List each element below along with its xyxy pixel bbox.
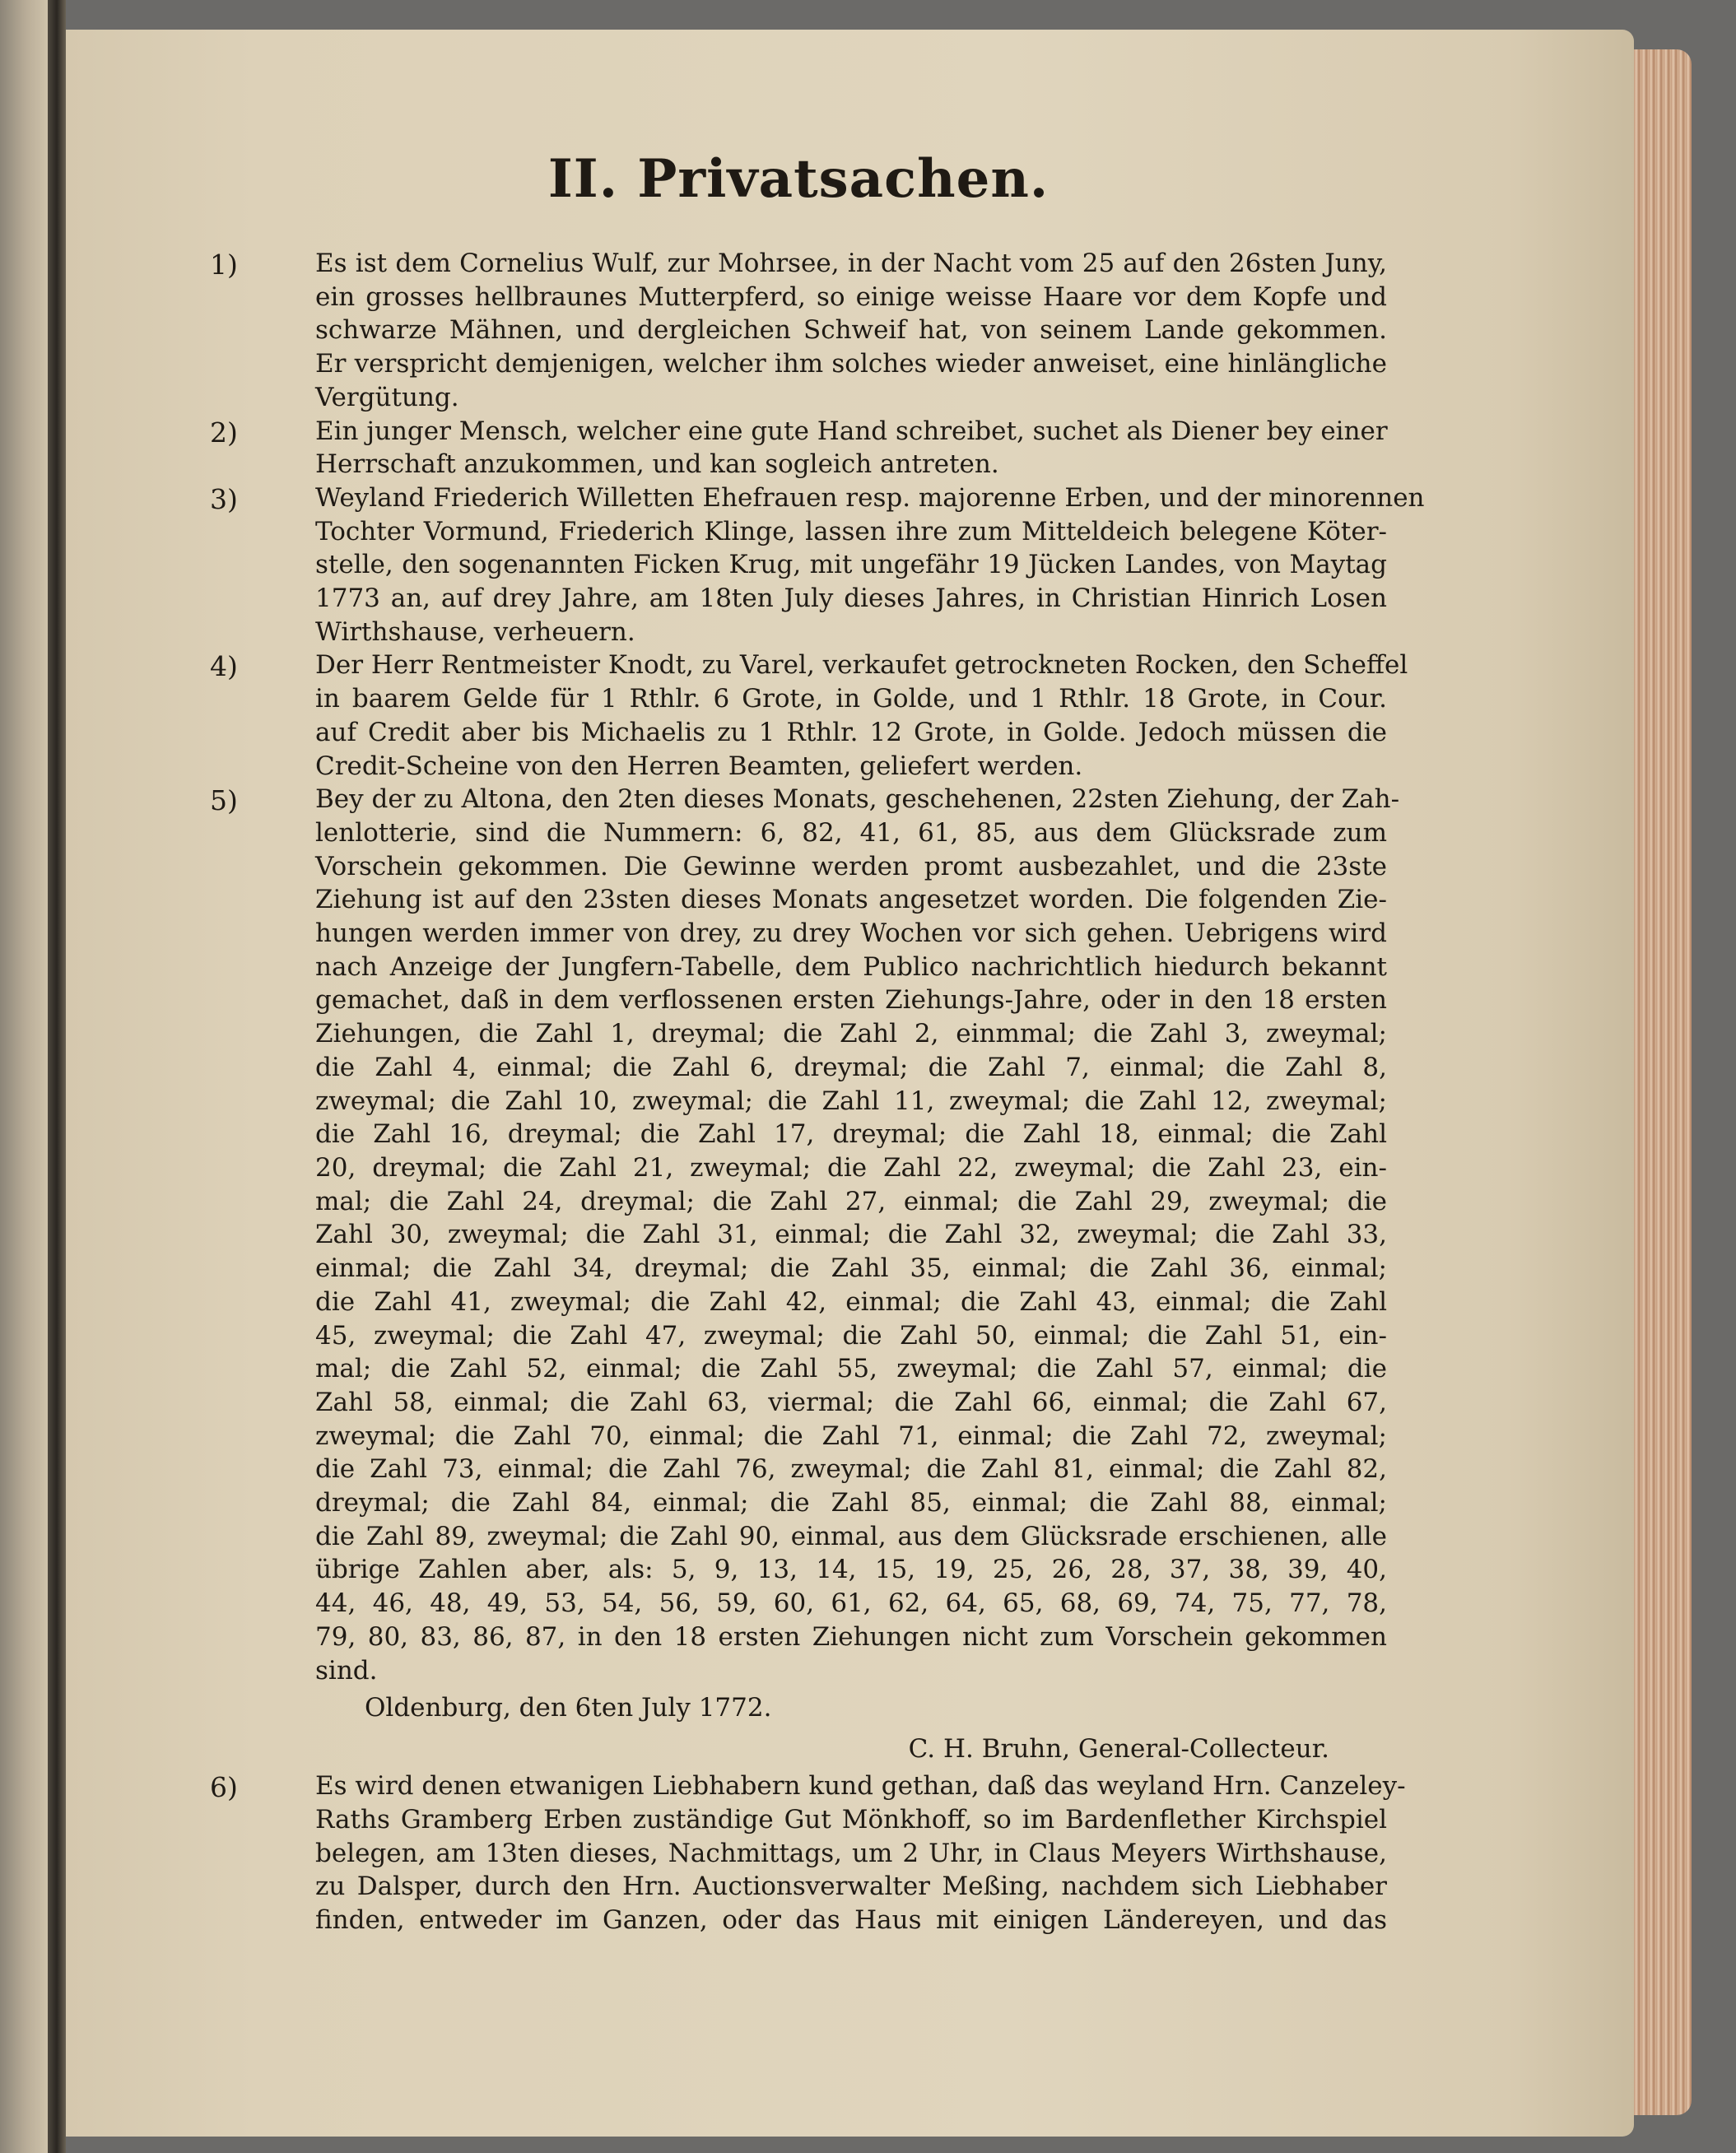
text-line: Vergütung.	[315, 382, 459, 412]
text-line: hungen werden immer von drey, zu drey Wochen vor sich gehen. Uebrigens wird	[315, 918, 1387, 949]
text-line: die Zahl 73, einmal; die Zahl 76, zweymal; die Zahl 81, einmal; die Zahl 82,	[315, 1454, 1387, 1485]
text-line: gemachet, daß in dem verflossenen ersten Ziehungs-Jahre, oder in den 18 ersten	[315, 985, 1387, 1016]
text-line: Bey der zu Altona, den 2ten dieses Monats, geschehenen, 22sten Ziehung, der Zah-	[315, 784, 1400, 815]
text-line: 45, zweymal; die Zahl 47, zweymal; die Zahl 50, einmal; die Zahl 51, ein-	[315, 1320, 1387, 1351]
text-line: auf Credit aber bis Michaelis zu 1 Rthlr. 12 Grote, in Golde. Jedoch müssen die	[315, 717, 1387, 747]
text-line: nach Anzeige der Jungfern-Tabelle, dem Publico nachrichtlich hiedurch bekannt	[315, 951, 1387, 982]
text-line: Zahl 30, zweymal; die Zahl 31, einmal; die Zahl 32, zweymal; die Zahl 33,	[315, 1220, 1387, 1250]
notice-entry	[210, 649, 1408, 783]
text-line: sind.	[315, 1655, 378, 1686]
text-line: 44, 46, 48, 49, 53, 54, 56, 59, 60, 61, 62, 64, 65, 68, 69, 74, 75, 77, 78,	[315, 1588, 1387, 1619]
text-line: Herrschaft anzukommen, und kan sogleich antreten.	[315, 449, 999, 480]
notice-list	[210, 247, 1425, 1937]
text-line: die Zahl 16, dreymal; die Zahl 17, dreymal; die Zahl 18, einmal; die Zahl	[315, 1119, 1387, 1150]
entry-number: 3)	[210, 482, 238, 515]
text-line: Der Herr Rentmeister Knodt, zu Varel, verkaufet getrockneten Rocken, den Scheffel	[315, 650, 1408, 681]
text-line: lenlotterie, sind die Nummern: 6, 82, 41, 61, 85, aus dem Glücksrade zum	[315, 817, 1387, 848]
text-line: 20, dreymal; die Zahl 21, zweymal; die Zahl 22, zweymal; die Zahl 23, ein-	[315, 1152, 1387, 1183]
signature: C. H. Bruhn, General-Collecteur.	[908, 1734, 1329, 1765]
section-heading: II. Privatsachen.	[547, 148, 1050, 210]
entry-number: 2)	[210, 416, 238, 449]
text-line: Tochter Vormund, Friederich Klinge, lassen ihre zum Mitteldeich belegene Köter-	[315, 516, 1387, 546]
text-line: einmal; die Zahl 34, dreymal; die Zahl 35, einmal; die Zahl 36, einmal;	[315, 1253, 1387, 1284]
book-gutter	[48, 0, 66, 2153]
text-line: Er verspricht demjenigen, welcher ihm solches wieder anweiset, eine hinlängliche	[315, 349, 1387, 379]
text-line: mal; die Zahl 24, dreymal; die Zahl 27, einmal; die Zahl 29, zweymal; die	[315, 1186, 1387, 1216]
text-line: zu Dalsper, durch den Hrn. Auctionsverwalter Meßing, nachdem sich Liebhaber	[315, 1872, 1387, 1902]
dateline: Oldenburg, den 6ten July 1772.	[365, 1693, 772, 1723]
notice-entry	[210, 783, 1400, 1769]
text-line: 79, 80, 83, 86, 87, in den 18 ersten Ziehungen nicht zum Vorschein gekommen	[315, 1621, 1387, 1652]
page-edges	[1634, 49, 1692, 2115]
text-line: 1773 an, auf drey Jahre, am 18ten July dieses Jahres, in Christian Hinrich Losen	[315, 584, 1387, 614]
text-line: die Zahl 89, zweymal; die Zahl 90, einmal, aus dem Glücksrade erschienen, alle	[315, 1521, 1387, 1551]
text-line: Ziehungen, die Zahl 1, dreymal; die Zahl 2, einmmal; die Zahl 3, zweymal;	[315, 1019, 1387, 1049]
notice-entry	[210, 247, 1387, 415]
text-line: Weyland Friederich Willetten Ehefrauen resp. majorenne Erben, und der minorennen	[315, 482, 1425, 513]
entry-number: 5)	[210, 784, 238, 817]
text-line: Raths Gramberg Erben zuständige Gut Mönkhoff, so im Bardenflether Kirchspiel	[315, 1804, 1387, 1834]
text-line: die Zahl 41, zweymal; die Zahl 42, einmal; die Zahl 43, einmal; die Zahl	[315, 1286, 1387, 1317]
text-line: die Zahl 4, einmal; die Zahl 6, dreymal; die Zahl 7, einmal; die Zahl 8,	[315, 1052, 1387, 1082]
text-line: in baarem Gelde für 1 Rthlr. 6 Grote, in Golde, und 1 Rthlr. 18 Grote, in Cour.	[315, 684, 1387, 714]
text-line: dreymal; die Zahl 84, einmal; die Zahl 85, einmal; die Zahl 88, einmal;	[315, 1488, 1387, 1518]
text-line: Es ist dem Cornelius Wulf, zur Mohrsee, in der Nacht vom 25 auf den 26sten Juny,	[315, 249, 1387, 278]
text-line: Ziehung ist auf den 23sten dieses Monats angesetzet worden. Die folgenden Zie-	[315, 885, 1387, 915]
entry-number: 4)	[210, 650, 238, 683]
text-line: Vorschein gekommen. Die Gewinne werden promt ausbezahlet, und die 23ste	[315, 851, 1387, 881]
notice-entry	[210, 1769, 1406, 1937]
text-line: stelle, den sogenannten Ficken Krug, mit ungefähr 19 Jücken Landes, von Maytag	[315, 550, 1387, 580]
text-line: mal; die Zahl 52, einmal; die Zahl 55, zweymal; die Zahl 57, einmal; die	[315, 1354, 1387, 1384]
text-line: Ein junger Mensch, welcher eine gute Hand schreibet, suchet als Diener bey einer	[315, 416, 1388, 446]
text-line: Credit-Scheine von den Herren Beamten, geliefert werden.	[315, 751, 1083, 781]
text-line: übrige Zahlen aber, als: 5, 9, 13, 14, 15, 19, 25, 26, 28, 37, 38, 39, 40,	[315, 1555, 1387, 1585]
text-line: Es wird denen etwanigen Liebhabern kund gethan, daß das weyland Hrn. Canzeley-	[315, 1771, 1406, 1802]
text-line: belegen, am 13ten dieses, Nachmittags, um 2 Uhr, in Claus Meyers Wirthshause,	[315, 1838, 1387, 1868]
facing-page-edge	[0, 0, 48, 2153]
notice-entry	[210, 415, 1387, 481]
text-line: zweymal; die Zahl 70, einmal; die Zahl 71, einmal; die Zahl 72, zweymal;	[315, 1421, 1387, 1451]
entry-number: 1)	[210, 249, 238, 281]
entry-number: 6)	[210, 1771, 238, 1804]
text-line: finden, entweder im Ganzen, oder das Haus mit einigen Ländereyen, und das	[315, 1905, 1387, 1936]
notice-entry	[210, 481, 1425, 649]
text-line: schwarze Mähnen, und dergleichen Schweif hat, von seinem Lande gekommen.	[315, 315, 1387, 346]
text-line: zweymal; die Zahl 10, zweymal; die Zahl 11, zweymal; die Zahl 12, zweymal;	[315, 1086, 1387, 1116]
text-line: Zahl 58, einmal; die Zahl 63, viermal; die Zahl 66, einmal; die Zahl 67,	[315, 1387, 1387, 1417]
text-line: ein grosses hellbraunes Mutterpferd, so einige weisse Haare vor dem Kopfe und	[315, 281, 1387, 312]
text-line: Wirthshause, verheuern.	[315, 616, 635, 647]
